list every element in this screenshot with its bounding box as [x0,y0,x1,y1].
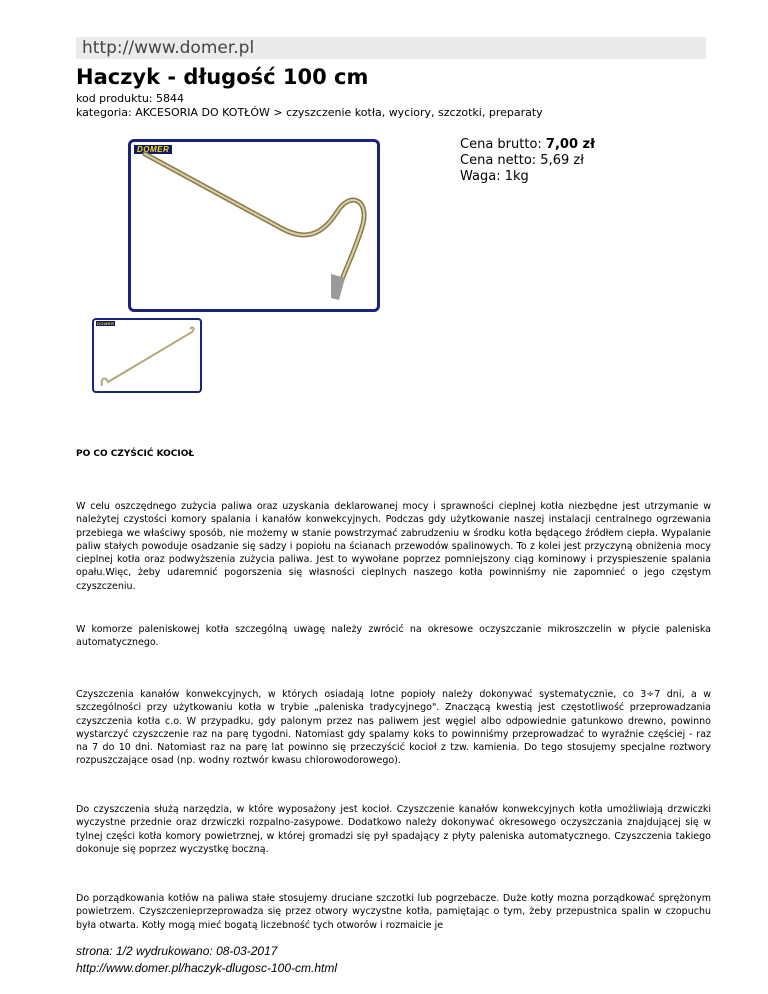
footer-page-info: strona: 1/2 wydrukowano: 08-03-2017 [76,944,278,958]
price-block [460,137,595,185]
price-netto: Cena netto: 5,69 zł [460,153,584,168]
price-brutto-value: 7,00 zł [545,137,595,152]
site-url-bar: http://www.domer.pl [76,37,706,59]
paragraph-1: W celu oszczędnego zużycia paliwa oraz uzyskania deklarowanej mocy i sprawności cieplnej kotła niezbędne jest utrzymanie w należytej czystości komory spalania i kanałów konwekcyjnych. Podczas gdy użytkowanie naszej instalacji centralnego ogrzewania przebiega we właściwy sposób, nie możemy w stanie powstrzymać zabrudzeniu w środku kotła będącego źródłem ciepła. Wypalanie paliw stałych powoduje osadzanie się sadzy i popiołu na ścianach przewodów spalinowych. To z kolei jest przyczyną obniżenia mocy cieplnej kotła oraz podwyższenia zużycia paliwa. Jest to wywołane poprzez pomniejszony ciąg kominowy i przyspieszenie spalania opału.Więc, żeby udaremnić pogorszenia się własności cieplnych naszego kotła powinniśmy nie zapomnieć o jego częstym czyszczeniu. [76,501,711,592]
domer-logo-small: DOMER [97,321,115,326]
price-brutto [460,137,595,153]
hook-thumbnail-illustration [94,320,200,391]
price-brutto-label: Cena brutto: [460,137,542,152]
paragraph-2: W komorze paleniskowej kotła szczególną uwagę należy zwrócić na okresowe oczyszczanie mikroszczelin w płycie paleniska automatycznego. [76,624,711,649]
section-heading: PO CO CZYŚCIĆ KOCIOŁ [76,449,195,459]
product-code: kod produktu: 5844 [76,92,184,105]
product-category: kategoria: AKCESORIA DO KOTŁÓW > czyszczenie kotła, wyciory, szczotki, preparaty [76,106,543,119]
product-image-thumbnail[interactable] [92,318,202,393]
footer-page-url: http://www.domer.pl/haczyk-dlugosc-100-cm.html [76,961,337,975]
hook-illustration [131,142,377,309]
paragraph-5: Do porządkowania kotłów na paliwa stałe stosujemy druciane szczotki lub pogrzebacze. Duże kotły mozna porządkować sprężonym powietrzem. Czyszczenieprzeprowadza się przez otwory wyczystne kotła, pamiętając o tym, żeby przepustnica spalin w czopuchu była otwarta. Kotły mogą mieć bogatą liczebność tych otworów i rozmaicie je [76,893,711,931]
page-title: Haczyk - długość 100 cm [76,65,369,89]
domer-logo: DOMER [134,145,172,154]
paragraph-3: Czyszczenia kanałów konwekcyjnych, w których osiadają lotne popioły należy dokonywać systematycznie, co 3÷7 dni, a w szczególności przy użytkowaniu kotła w trybie „paleniska tradycyjnego". Znaczącą kwestią jest częstotliwość przeprowadzania czyszczenia kotła c.o. W przypadku, gdy palonym przez nas paliwem jest węgiel albo odpowiednie gatunkowo drewno, powinno wystarczyć czyszczenie raz na parę tygodni. Natomiast gdy spalamy koks to powinniśmy przeprowadzać to wyraźnie częściej - raz na 7 do 10 dni. Natomiast raz na parę lat powinno się przeczyścić kocioł z tzw. kamienia. Do tego stosujemy specjalne roztwory rozpuszczające osad (np. wodny roztwór kwasu chlorowodorowego). [76,689,711,767]
product-weight: Waga: 1kg [460,169,529,184]
paragraph-4: Do czyszczenia służą narzędzia, w które wyposażony jest kocioł. Czyszczenie kanałów konwekcyjnych kotła umożliwiają drzwiczki wyczystne przednie oraz drzwiczki rozpalno-zasypowe. Dodatkowo należy dokonywać okresowego oczyszczania znajdującej się w tylnej części kotła komory powietrznej, w której gromadzi się pył spadający z płyty paleniska automatycznego. Czyszczenia takiego dokonuje się poprzez wyczystkę boczną. [76,804,711,855]
product-image-main[interactable] [128,139,380,312]
